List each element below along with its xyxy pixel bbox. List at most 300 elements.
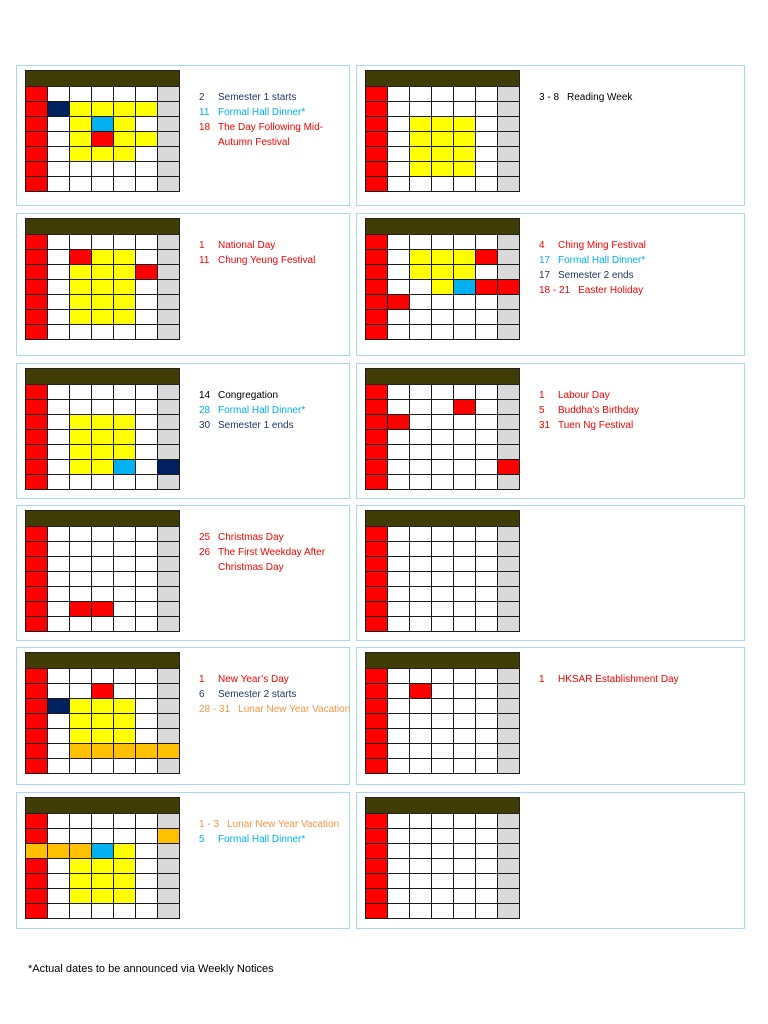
month-panel-1	[16, 65, 350, 206]
day-cell-yellow	[70, 280, 92, 295]
month-header-row	[26, 798, 180, 814]
event-note	[539, 403, 709, 418]
month-panel-4	[356, 213, 745, 356]
day-cell-white	[410, 430, 432, 445]
day-cell-white	[410, 295, 432, 310]
day-cell-gray	[498, 542, 520, 557]
event-notes	[199, 817, 369, 847]
day-cell-gray	[158, 445, 180, 460]
day-cell-white	[136, 400, 158, 415]
day-cell-white	[476, 265, 498, 280]
event-date: 4	[539, 240, 545, 251]
day-cell-white	[48, 147, 70, 162]
day-cell-gray	[498, 162, 520, 177]
day-cell-yellow	[70, 265, 92, 280]
day-cell-white	[48, 132, 70, 147]
day-cell-white	[432, 177, 454, 192]
day-cell-red	[26, 729, 48, 744]
day-cell-white	[48, 475, 70, 490]
day-cell-yellow	[92, 295, 114, 310]
day-cell-gray	[498, 844, 520, 859]
month-header	[26, 653, 180, 669]
month-header	[366, 798, 520, 814]
day-cell-gray	[498, 684, 520, 699]
day-cell-white	[92, 527, 114, 542]
day-cell-red	[366, 829, 388, 844]
week-row	[26, 445, 180, 460]
day-cell-white	[432, 714, 454, 729]
day-cell-red	[366, 385, 388, 400]
day-cell-white	[48, 177, 70, 192]
month-header	[26, 71, 180, 87]
day-cell-white	[432, 602, 454, 617]
day-cell-yellow	[432, 162, 454, 177]
calendar-grid	[365, 218, 520, 340]
day-cell-red	[26, 527, 48, 542]
day-cell-white	[476, 669, 498, 684]
day-cell-red	[26, 132, 48, 147]
day-cell-red	[26, 445, 48, 460]
week-row	[366, 162, 520, 177]
day-cell-yellow	[92, 889, 114, 904]
day-cell-white	[432, 415, 454, 430]
event-label: New Year’s Day	[218, 674, 289, 685]
day-cell-white	[114, 829, 136, 844]
day-cell-white	[432, 235, 454, 250]
day-cell-light_blue	[92, 117, 114, 132]
month-header	[26, 369, 180, 385]
day-cell-gray	[158, 889, 180, 904]
day-cell-yellow	[92, 714, 114, 729]
day-cell-gray	[498, 430, 520, 445]
month-header-row	[366, 798, 520, 814]
event-date: 11	[199, 255, 210, 266]
day-cell-white	[476, 132, 498, 147]
week-row	[26, 889, 180, 904]
month-panel-11	[16, 792, 350, 929]
week-row	[26, 829, 180, 844]
day-cell-white	[476, 162, 498, 177]
day-cell-red	[26, 542, 48, 557]
week-row	[26, 602, 180, 617]
day-cell-white	[136, 699, 158, 714]
day-cell-white	[476, 527, 498, 542]
week-row	[26, 385, 180, 400]
day-cell-navy	[48, 102, 70, 117]
day-cell-yellow	[114, 430, 136, 445]
day-cell-gray	[498, 829, 520, 844]
day-cell-yellow	[70, 874, 92, 889]
week-row	[366, 814, 520, 829]
day-cell-white	[432, 814, 454, 829]
day-cell-red	[476, 280, 498, 295]
week-row	[366, 602, 520, 617]
day-cell-white	[388, 280, 410, 295]
day-cell-white	[476, 829, 498, 844]
event-date: 11	[199, 107, 210, 118]
event-note	[199, 253, 369, 268]
day-cell-red	[26, 295, 48, 310]
day-cell-red	[366, 325, 388, 340]
week-row	[366, 325, 520, 340]
week-row	[26, 102, 180, 117]
week-row	[26, 844, 180, 859]
day-cell-yellow	[454, 265, 476, 280]
day-cell-white	[454, 235, 476, 250]
week-row	[26, 400, 180, 415]
day-cell-gray	[158, 684, 180, 699]
day-cell-white	[476, 102, 498, 117]
day-cell-white	[410, 617, 432, 632]
day-cell-white	[476, 759, 498, 774]
day-cell-white	[48, 814, 70, 829]
day-cell-white	[432, 617, 454, 632]
event-note	[539, 283, 709, 298]
day-cell-red	[26, 102, 48, 117]
day-cell-white	[476, 295, 498, 310]
day-cell-gray	[158, 729, 180, 744]
day-cell-yellow	[410, 147, 432, 162]
day-cell-red	[366, 400, 388, 415]
calendar-grid	[365, 368, 520, 490]
day-cell-white	[454, 587, 476, 602]
day-cell-white	[454, 699, 476, 714]
day-cell-gray	[158, 844, 180, 859]
day-cell-white	[48, 295, 70, 310]
week-row	[26, 162, 180, 177]
day-cell-gray	[158, 587, 180, 602]
day-cell-gray	[158, 527, 180, 542]
day-cell-yellow	[114, 295, 136, 310]
day-cell-gray	[498, 814, 520, 829]
day-cell-red	[366, 117, 388, 132]
day-cell-white	[388, 874, 410, 889]
day-cell-red	[26, 874, 48, 889]
day-cell-red	[366, 295, 388, 310]
week-row	[26, 310, 180, 325]
day-cell-white	[92, 87, 114, 102]
week-row	[366, 430, 520, 445]
day-cell-red	[476, 250, 498, 265]
event-notes	[539, 238, 709, 298]
day-cell-white	[410, 102, 432, 117]
week-row	[366, 557, 520, 572]
day-cell-white	[454, 684, 476, 699]
day-cell-yellow	[70, 889, 92, 904]
day-cell-gray	[498, 889, 520, 904]
week-row	[366, 684, 520, 699]
day-cell-white	[388, 177, 410, 192]
day-cell-red	[70, 602, 92, 617]
day-cell-white	[92, 904, 114, 919]
day-cell-red	[26, 859, 48, 874]
day-cell-white	[48, 430, 70, 445]
day-cell-white	[454, 904, 476, 919]
day-cell-red	[366, 859, 388, 874]
day-cell-white	[114, 904, 136, 919]
week-row	[26, 759, 180, 774]
month-panel-5	[16, 363, 350, 499]
day-cell-yellow	[92, 445, 114, 460]
event-note	[199, 530, 369, 545]
day-cell-gray	[498, 325, 520, 340]
event-label: Formal Hall Dinner*	[558, 255, 646, 266]
day-cell-red	[366, 265, 388, 280]
day-cell-white	[70, 542, 92, 557]
day-cell-white	[410, 729, 432, 744]
month-header	[26, 511, 180, 527]
day-cell-white	[136, 385, 158, 400]
event-date: 18 - 21	[539, 285, 571, 296]
event-note	[199, 135, 369, 150]
month-header-row	[366, 369, 520, 385]
week-row	[26, 475, 180, 490]
day-cell-white	[70, 177, 92, 192]
day-cell-white	[388, 162, 410, 177]
day-cell-gray	[158, 235, 180, 250]
day-cell-gray	[498, 904, 520, 919]
event-note	[539, 268, 709, 283]
day-cell-red	[26, 557, 48, 572]
day-cell-red	[366, 889, 388, 904]
day-cell-red	[26, 87, 48, 102]
event-note	[199, 545, 369, 560]
week-row	[366, 280, 520, 295]
day-cell-white	[432, 684, 454, 699]
week-row	[366, 874, 520, 889]
day-cell-red	[366, 250, 388, 265]
day-cell-yellow	[454, 132, 476, 147]
day-cell-white	[70, 572, 92, 587]
day-cell-white	[410, 699, 432, 714]
day-cell-white	[48, 542, 70, 557]
day-cell-red	[26, 744, 48, 759]
day-cell-white	[388, 889, 410, 904]
event-label: Christmas Day	[218, 562, 284, 573]
day-cell-white	[476, 430, 498, 445]
month-panel-7	[16, 505, 350, 641]
day-cell-white	[388, 310, 410, 325]
event-date: 14	[199, 390, 211, 401]
week-row	[366, 669, 520, 684]
calendar-grid	[365, 797, 520, 919]
week-row	[366, 102, 520, 117]
day-cell-gray	[498, 415, 520, 430]
week-row	[366, 385, 520, 400]
day-cell-white	[388, 132, 410, 147]
day-cell-orange	[114, 744, 136, 759]
event-label: Autumn Festival	[218, 137, 290, 148]
day-cell-white	[92, 325, 114, 340]
week-row	[366, 572, 520, 587]
day-cell-white	[388, 430, 410, 445]
day-cell-yellow	[454, 162, 476, 177]
calendar-grid	[365, 70, 520, 192]
day-cell-red	[26, 310, 48, 325]
day-cell-white	[410, 87, 432, 102]
day-cell-white	[454, 829, 476, 844]
day-cell-red	[26, 602, 48, 617]
day-cell-white	[454, 844, 476, 859]
day-cell-white	[388, 147, 410, 162]
day-cell-red	[410, 684, 432, 699]
footnote: *Actual dates to be announced via Weekly Notices	[28, 963, 274, 975]
event-date: 1	[199, 674, 205, 685]
day-cell-white	[114, 235, 136, 250]
day-cell-gray	[158, 602, 180, 617]
day-cell-red	[366, 699, 388, 714]
day-cell-white	[476, 87, 498, 102]
event-date: 1	[199, 240, 205, 251]
day-cell-white	[432, 669, 454, 684]
day-cell-gray	[158, 859, 180, 874]
week-row	[366, 475, 520, 490]
week-row	[366, 527, 520, 542]
day-cell-white	[388, 475, 410, 490]
week-row	[26, 729, 180, 744]
day-cell-white	[48, 162, 70, 177]
day-cell-white	[48, 572, 70, 587]
day-cell-red	[366, 714, 388, 729]
week-row	[26, 587, 180, 602]
day-cell-orange	[158, 829, 180, 844]
day-cell-gray	[498, 874, 520, 889]
day-cell-white	[70, 557, 92, 572]
event-label: Semester 1 ends	[218, 420, 294, 431]
event-date: 1	[539, 674, 545, 685]
day-cell-white	[454, 714, 476, 729]
event-note	[199, 817, 369, 832]
day-cell-white	[432, 759, 454, 774]
day-cell-white	[48, 874, 70, 889]
day-cell-white	[432, 889, 454, 904]
event-label: HKSAR Establishment Day	[558, 674, 679, 685]
day-cell-yellow	[410, 117, 432, 132]
day-cell-white	[114, 385, 136, 400]
event-label: Ching Ming Festival	[558, 240, 646, 251]
day-cell-white	[92, 542, 114, 557]
event-label: The First Weekday After	[218, 547, 326, 558]
week-row	[366, 859, 520, 874]
day-cell-gray	[158, 177, 180, 192]
day-cell-red	[454, 400, 476, 415]
day-cell-white	[388, 527, 410, 542]
day-cell-white	[454, 295, 476, 310]
day-cell-white	[410, 859, 432, 874]
day-cell-red	[26, 265, 48, 280]
week-row	[366, 310, 520, 325]
day-cell-red	[366, 669, 388, 684]
week-row	[26, 325, 180, 340]
day-cell-white	[476, 602, 498, 617]
day-cell-white	[48, 527, 70, 542]
event-date: 25	[199, 532, 211, 543]
day-cell-yellow	[70, 415, 92, 430]
day-cell-white	[136, 295, 158, 310]
day-cell-white	[432, 385, 454, 400]
event-label: Lunar New Year Vacation	[227, 819, 340, 830]
day-cell-gray	[158, 280, 180, 295]
day-cell-yellow	[92, 729, 114, 744]
day-cell-yellow	[92, 699, 114, 714]
day-cell-white	[48, 729, 70, 744]
event-notes	[199, 238, 369, 268]
day-cell-white	[136, 557, 158, 572]
event-date: 26	[199, 547, 211, 558]
day-cell-orange	[158, 744, 180, 759]
day-cell-gray	[498, 759, 520, 774]
day-cell-white	[476, 874, 498, 889]
day-cell-white	[388, 87, 410, 102]
day-cell-orange	[70, 844, 92, 859]
day-cell-red	[366, 445, 388, 460]
day-cell-gray	[158, 542, 180, 557]
day-cell-gray	[498, 475, 520, 490]
day-cell-red	[26, 617, 48, 632]
week-row	[366, 235, 520, 250]
week-row	[366, 729, 520, 744]
day-cell-white	[476, 699, 498, 714]
day-cell-white	[114, 177, 136, 192]
day-cell-white	[92, 177, 114, 192]
day-cell-white	[70, 385, 92, 400]
day-cell-gray	[158, 162, 180, 177]
event-label: Chung Yeung Festival	[218, 255, 316, 266]
event-label: Buddha’s Birthday	[558, 405, 639, 416]
day-cell-yellow	[92, 147, 114, 162]
day-cell-white	[136, 460, 158, 475]
week-row	[26, 572, 180, 587]
day-cell-white	[136, 829, 158, 844]
day-cell-white	[432, 87, 454, 102]
day-cell-white	[410, 889, 432, 904]
day-cell-yellow	[70, 714, 92, 729]
day-cell-yellow	[70, 859, 92, 874]
day-cell-white	[136, 475, 158, 490]
month-header-row	[26, 219, 180, 235]
day-cell-orange	[92, 744, 114, 759]
day-cell-white	[388, 729, 410, 744]
day-cell-red	[366, 759, 388, 774]
event-note	[199, 238, 369, 253]
day-cell-white	[454, 814, 476, 829]
month-header	[366, 511, 520, 527]
day-cell-red	[26, 162, 48, 177]
day-cell-gray	[498, 587, 520, 602]
week-row	[366, 265, 520, 280]
day-cell-white	[114, 602, 136, 617]
day-cell-white	[136, 844, 158, 859]
day-cell-gray	[498, 557, 520, 572]
day-cell-white	[476, 744, 498, 759]
month-header-row	[26, 369, 180, 385]
month-header	[366, 219, 520, 235]
day-cell-white	[70, 587, 92, 602]
day-cell-white	[48, 280, 70, 295]
day-cell-red	[366, 310, 388, 325]
day-cell-white	[410, 829, 432, 844]
week-row	[366, 714, 520, 729]
day-cell-white	[476, 889, 498, 904]
day-cell-white	[136, 117, 158, 132]
day-cell-white	[114, 587, 136, 602]
event-date: 6	[199, 689, 205, 700]
week-row	[26, 415, 180, 430]
day-cell-white	[476, 542, 498, 557]
day-cell-yellow	[114, 265, 136, 280]
calendar-grid	[25, 218, 180, 340]
day-cell-red	[26, 280, 48, 295]
